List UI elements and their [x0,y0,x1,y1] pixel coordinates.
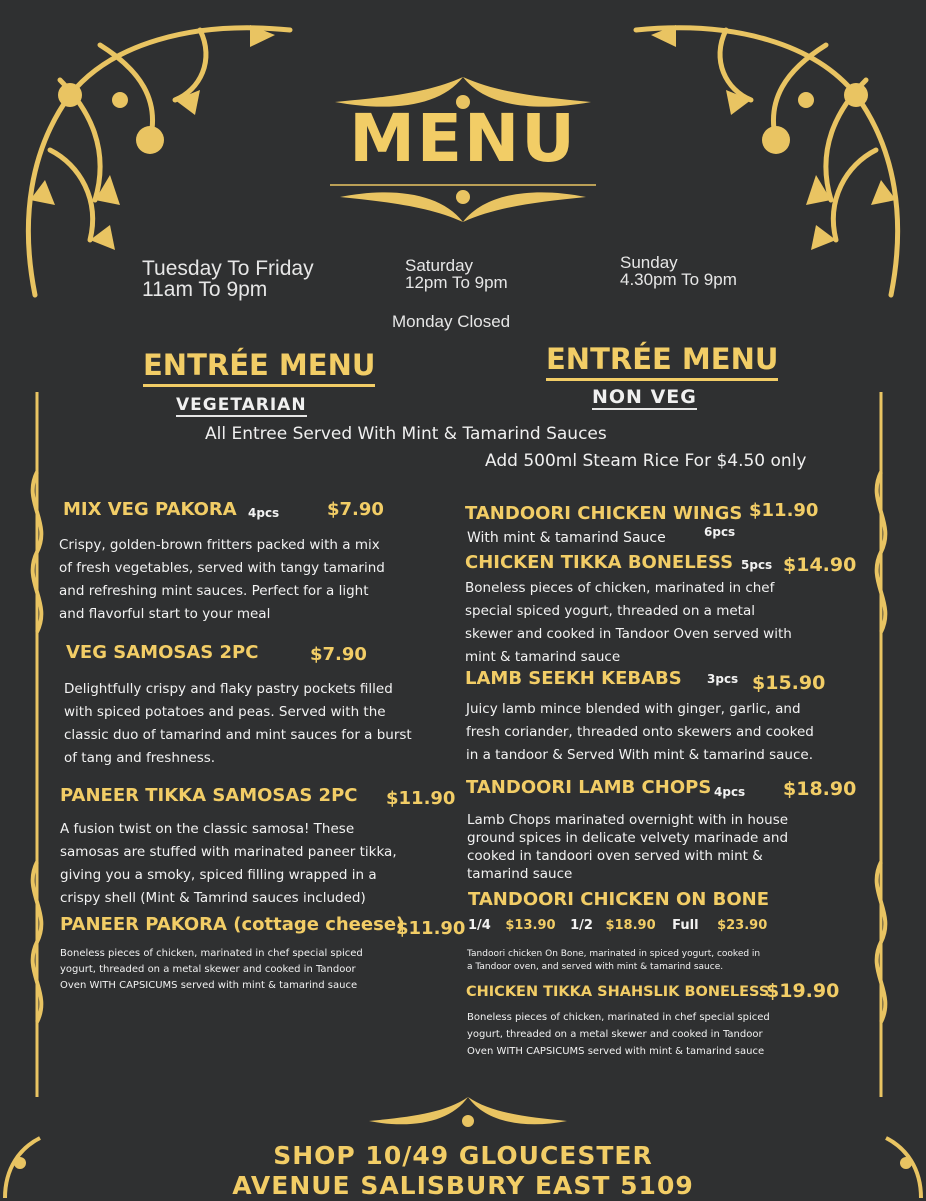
hours-weekday [142,258,314,300]
menu-item-price: $15.90 [752,672,826,694]
desc-line: yogurt, threaded on a metal skewer and cooked in Tandoor [60,964,356,975]
menu-item-pcs: 6pcs [704,525,736,539]
hours-sunday [620,254,737,288]
address-line-1: SHOP 10/49 GLOUCESTER [273,1141,653,1170]
menu-item-description: With mint & tamarind Sauce [467,530,666,546]
desc-line: tamarind sauce [467,866,573,882]
desc-line: ground spices in delicate velvety marinade and [467,830,789,846]
desc-line: Tandoori chicken On Bone, marinated in spiced yogurt, cooked in [467,949,761,959]
page-title: MENU [349,100,577,177]
nonveg-section-title: ENTRÉE MENU [546,342,778,381]
footer-address [0,1141,926,1201]
menu-item-price: $7.90 [327,499,384,520]
menu-item-name: TANDOORI CHICKEN WINGS [465,503,743,524]
desc-line: a Tandoor oven, and served with mint & tamarind sauce. [467,962,724,972]
hours-weekday-days: Tuesday To Friday [142,257,314,280]
desc-line: Oven WITH CAPSICUMS served with mint & tamarind sauce [467,1046,765,1057]
desc-line: Crispy, golden-brown fritters packed with a mix [59,537,380,553]
desc-line: Delightfully crispy and flaky pastry pockets filled [64,681,393,697]
menu-item-pcs: 4pcs [714,785,746,799]
menu-item-description [59,534,385,626]
menu-item-price: $11.90 [386,788,456,809]
menu-item-name: CHICKEN TIKKA SHAHSLIK BONELESS [466,984,770,1000]
menu-item-price: $18.90 [783,778,857,800]
menu-item-name: LAMB SEEKH KEBABS [465,668,682,689]
menu-item-name: MIX VEG PAKORA [63,499,237,520]
hours-saturday-time: 12pm To 9pm [405,273,508,292]
ornament-title-bottom [330,182,596,227]
option-price: $18.90 [605,918,656,933]
menu-item-description [60,818,397,910]
option-price: $23.90 [717,918,768,933]
desc-line: yogurt, threaded on a metal skewer and cooked in Tandoor [467,1029,763,1040]
desc-line: of tang and freshness. [64,750,216,766]
desc-line: and refreshing mint sauces. Perfect for a light [59,583,369,599]
desc-line: Oven WITH CAPSICUMS served with mint & tamarind sauce [60,980,358,991]
menu-item-name: TANDOORI LAMB CHOPS [466,777,712,798]
menu-item-description [467,948,760,974]
menu-item-price: $19.90 [766,980,840,1002]
menu-item-name: CHICKEN TIKKA BONELESS [465,552,734,573]
hours-saturday-day: Saturday [405,256,474,275]
option-label: 1/4 [468,918,491,933]
ornament-footer [365,1093,571,1135]
menu-item-price: $14.90 [783,554,857,576]
menu-item-description [465,577,792,669]
menu-item-price: $11.90 [396,918,466,939]
hours-sunday-time: 4.30pm To 9pm [620,270,737,289]
desc-line: Juicy lamb mince blended with ginger, garlic, and [466,701,801,717]
hours-saturday [405,257,508,291]
desc-line: classic duo of tamarind and mint sauces for a burst [64,727,412,743]
veg-section-subtitle: VEGETARIAN [176,395,307,415]
desc-line: Boneless pieces of chicken, marinated in chef special spiced [60,948,363,959]
hours-weekday-time: 11am To 9pm [142,278,268,301]
desc-line: and flavorful start to your meal [59,606,271,622]
desc-line: Lamb Chops marinated overnight with in house [467,812,789,828]
desc-line: cooked in tandoori oven served with mint & [467,848,763,864]
menu-item-price: $7.90 [310,644,367,665]
menu-item-name: PANEER PAKORA (cottage cheese) [60,914,405,935]
menu-item-name: VEG SAMOSAS 2PC [66,642,259,663]
desc-line: giving you a smoky, spiced filling wrapped in a [60,867,377,883]
menu-item-price: $11.90 [749,500,819,521]
menu-item-pcs: 5pcs [741,558,773,572]
menu-item-description [60,946,363,994]
address-line-2: AVENUE SALISBURY EAST 5109 [232,1171,694,1200]
menu-item-description [64,678,412,770]
nonveg-section-subtitle: NON VEG [592,386,697,408]
menu-item-description [467,1009,770,1060]
price-options [468,918,767,933]
menu-item-pcs: 3pcs [707,672,739,686]
menu-item-description [467,811,788,883]
desc-line: crispy shell (Mint & Tamrind sauces included) [60,890,366,906]
desc-line: samosas are stuffed with marinated paneer tikka, [60,844,397,860]
option-price: $13.90 [505,918,556,933]
desc-line: with spiced potatoes and peas. Served with the [64,704,386,720]
ornament-left-border [22,392,52,1097]
ornament-right-border [866,392,896,1097]
rice-note: Add 500ml Steam Rice For $4.50 only [485,451,807,471]
hours-sunday-day: Sunday [620,253,678,272]
menu-item-pcs: 4pcs [248,506,280,520]
veg-section-title: ENTRÉE MENU [143,348,375,387]
desc-line: Boneless pieces of chicken, marinated in chef [465,580,775,596]
sauces-note: All Entree Served With Mint & Tamarind Sauces [205,424,607,444]
option-label: 1/2 [570,918,593,933]
desc-line: A fusion twist on the classic samosa! These [60,821,355,837]
menu-item-description [466,698,814,767]
desc-line: Boneless pieces of chicken, marinated in chef special spiced [467,1012,770,1023]
hours-monday: Monday Closed [392,312,511,331]
desc-line: skewer and cooked in Tandoor Oven served with [465,626,792,642]
menu-item-name: TANDOORI CHICKEN ON BONE [468,889,770,910]
desc-line: of fresh vegetables, served with tangy tamarind [59,560,385,576]
desc-line: special spiced yogurt, threaded on a metal [465,603,755,619]
desc-line: fresh coriander, threaded onto skewers and cooked [466,724,814,740]
desc-line: mint & tamarind sauce [465,649,621,665]
option-label: Full [672,918,699,933]
desc-line: in a tandoor & Served With mint & tamarind sauce. [466,747,814,763]
menu-item-name: PANEER TIKKA SAMOSAS 2PC [60,785,358,806]
